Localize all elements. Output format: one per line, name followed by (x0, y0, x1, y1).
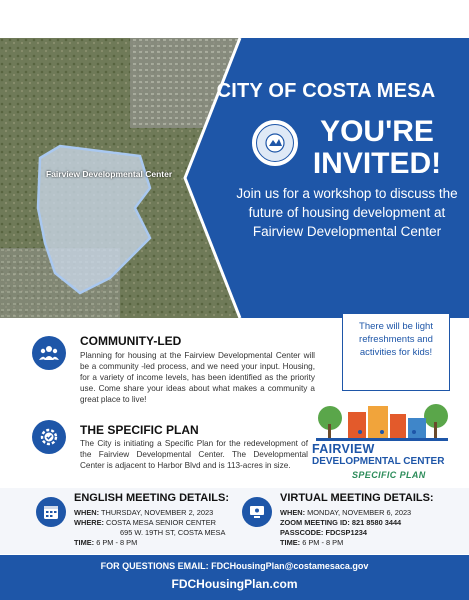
footer-bar (0, 555, 469, 600)
hero-banner (0, 38, 469, 318)
map-label: Fairview Developmental Center (46, 169, 173, 179)
city-seal-icon (250, 118, 300, 168)
english-address: 695 W. 19TH ST, COSTA MESA (120, 528, 226, 537)
specific-plan-title: THE SPECIFIC PLAN (80, 423, 199, 437)
logo-title: FAIRVIEW (312, 442, 375, 456)
zoom-passcode: PASSCODE: FDCSP1234 (280, 528, 367, 537)
english-time: TIME: 6 PM - 8 PM (74, 538, 138, 547)
workshop-intro: Join us for a workshop to discuss the future of housing development at Fairview Developmental Center (236, 186, 458, 239)
english-when: WHEN: THURSDAY, NOVEMBER 2, 2023 (74, 508, 214, 517)
fdc-specific-plan-logo (312, 398, 452, 488)
logo-plan: SPECIFIC PLAN (352, 470, 426, 480)
seal-emblem-icon (264, 132, 286, 154)
virtual-time: TIME: 6 PM - 8 PM (280, 538, 344, 547)
specific-plan-text: The City is initiating a Specific Plan for the redevelopment of the Fairview Developmental Center. The Developmental Center is adjacent to Harbor Blvd and is 113-acres in size. (80, 439, 308, 470)
community-text: Planning for housing at the Fairview Developmental Center will be a community -led process, and we need your input. Housing, for a variety of income levels, has been identified as the priority use. Come share your ideas about what makes a community a great place to live! (80, 351, 315, 404)
english-where: WHERE: COSTA MESA SENIOR CENTER (74, 518, 216, 527)
virtual-when: WHEN: MONDAY, NOVEMBER 6, 2023 (280, 508, 412, 517)
community-title: COMMUNITY-LED (80, 334, 182, 348)
questions-email[interactable]: FOR QUESTIONS EMAIL: FDCHousingPlan@costamesaca.gov (100, 561, 369, 571)
logo-illustration-icon (312, 398, 452, 444)
city-title: CITY OF COSTA MESA (216, 80, 436, 102)
gear-check-icon (32, 420, 66, 454)
logo-subtitle: DEVELOPMENTAL CENTER (312, 456, 445, 467)
invited-headline: YOU'RE INVITED! (312, 115, 442, 180)
video-conference-icon (242, 497, 272, 527)
virtual-meeting-title: VIRTUAL MEETING DETAILS: (280, 492, 434, 504)
refreshments-callout: There will be light refreshments and activities for kids! (342, 313, 450, 391)
zoom-meeting-id: ZOOM MEETING ID: 821 8580 3444 (280, 518, 402, 527)
people-icon (32, 336, 66, 370)
calendar-icon (36, 497, 66, 527)
english-meeting-title: ENGLISH MEETING DETAILS: (74, 492, 230, 504)
website-link[interactable]: FDCHousingPlan.com (171, 577, 298, 591)
